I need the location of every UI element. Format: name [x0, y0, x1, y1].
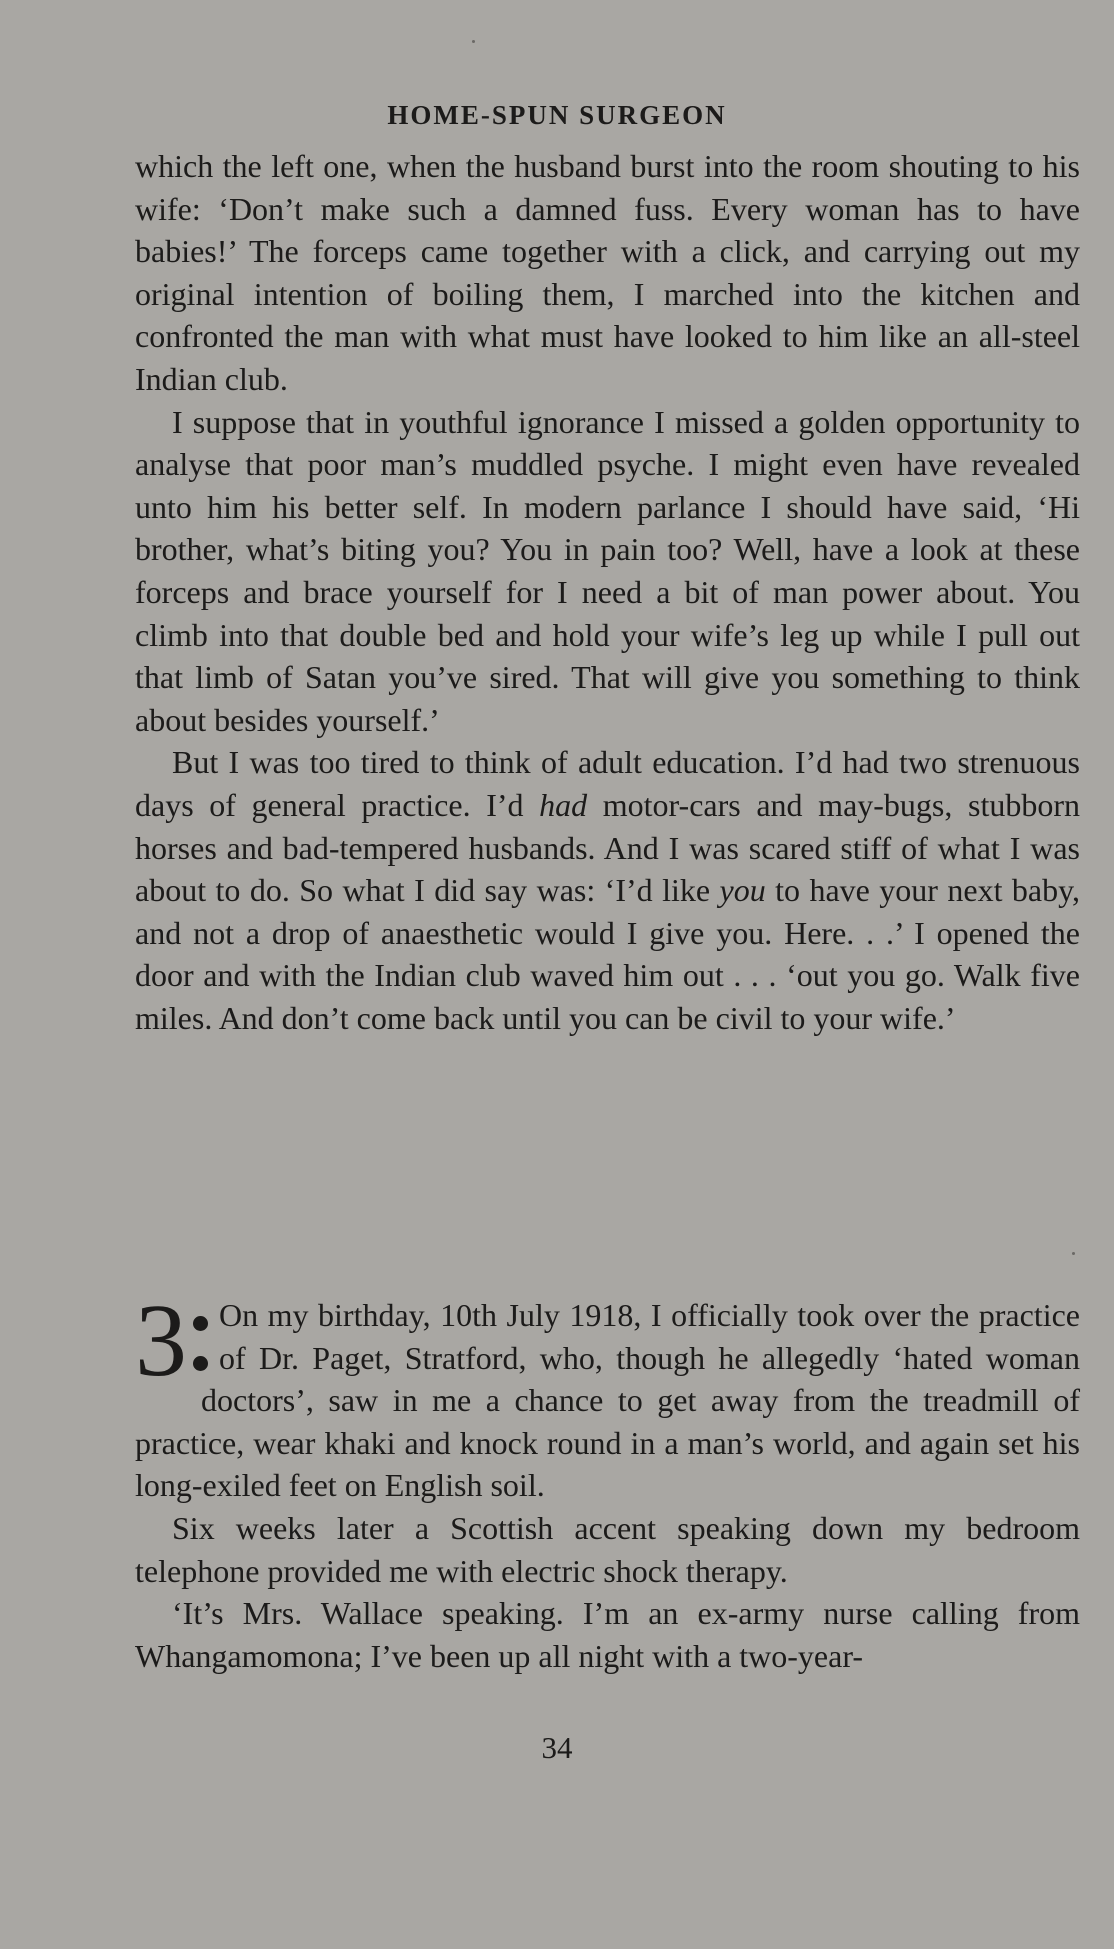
- paragraph-continued: [135, 145, 1080, 401]
- colon-dot: [193, 1316, 208, 1331]
- section-opening-paragraph: [135, 1283, 1080, 1507]
- text-segment: which the left one, when the husband burst into the room shouting to his wife: ‘Don’t make such a damned fuss. Every woman has to have babies!’ The forceps came together with a click, and carrying out my original intention of boiling them, I marched into the kitchen and confronted the man with what must have looked to him like an all-steel Indian club.: [135, 148, 1080, 397]
- italic-emphasis: had: [539, 786, 588, 823]
- text-segment: Six weeks later a Scottish accent speaking down my bedroom telephone provided me with electric shock therapy.: [135, 1509, 1080, 1589]
- paper-speck: [1072, 1252, 1075, 1255]
- text-segment: to have your next baby, and not a drop of anaesthetic would I give you. Here. . .’ I opened the door and with the Indian club waved him out . . . ‘out you go. Walk five miles. And don’t come back until you can be civil to your wife.’: [135, 872, 1081, 1036]
- running-head: HOME-SPUN SURGEON: [387, 100, 727, 130]
- section-text-block: [135, 1283, 1080, 1677]
- paper-speck: [472, 40, 475, 43]
- paragraph: [135, 741, 1080, 1039]
- top-text-block: [135, 145, 1080, 1039]
- paragraph: [135, 1592, 1080, 1677]
- paragraph: [135, 401, 1080, 742]
- text-segment: ‘It’s Mrs. Wallace speaking. I’m an ex-army nurse calling from Whangamomona; I’ve been up all night with a two-year-: [135, 1595, 1080, 1674]
- page-number: 34: [541, 1730, 573, 1765]
- section-number-colon: [193, 1294, 209, 1378]
- italic-emphasis: you: [719, 872, 766, 909]
- colon-dot: [193, 1356, 208, 1371]
- text-segment: motor-cars and may-bugs, stubborn horses and bad-tempered husbands. And I was scared stiff of what I was about to do. So what I did say was: ‘I’d like: [135, 786, 1081, 909]
- section-number: 3: [135, 1283, 187, 1398]
- paragraph: [135, 1507, 1080, 1592]
- text-segment: I suppose that in youthful ignorance I missed a golden opportunity to analyse that poor man’s muddled psyche. I might even have revealed unto him his better self. In modern parlance I should have said, ‘Hi brother, what’s biting you? You in pain too? Well, have a look at these forceps and brace yourself for I need a bit of man power about. You climb into that double bed and hold your wife’s leg up while I pull out that limb of Satan you’ve sired. That will give you something to think about besides yourself.’: [135, 403, 1080, 738]
- text-segment: On my birthday, 10th July 1918, I officially took over the practice of Dr. Paget, Stratford, who, though he allegedly ‘hated woman doctors’, saw in me a chance to get away from the treadmill of practice, wear khaki and knock round in a man’s world, and again set his long-exiled feet on English soil.: [135, 1297, 1080, 1504]
- text-segment: But I was too tired to think of adult education. I’d had two strenuous days of general practice. I’d: [135, 744, 1080, 823]
